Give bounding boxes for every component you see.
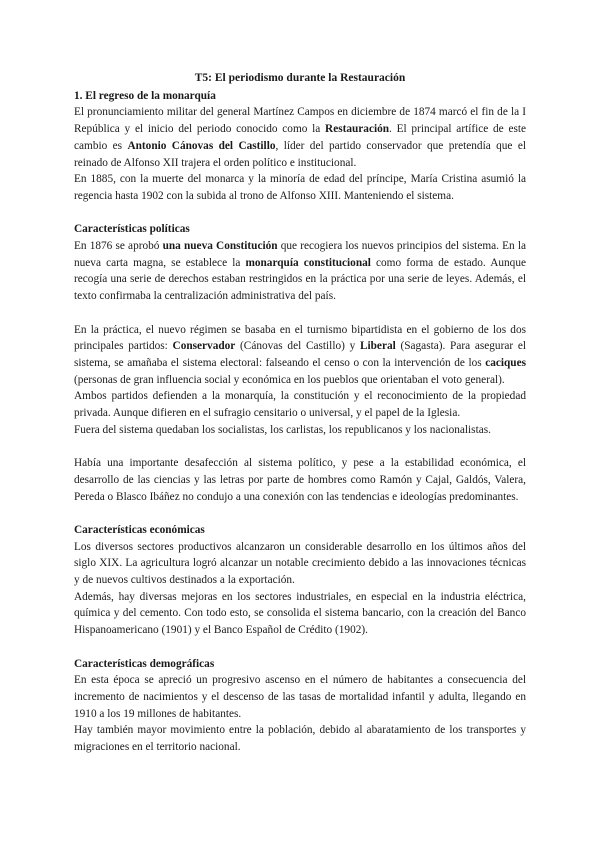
section-heading-economicas: Características económicas	[74, 523, 205, 536]
paragraph-desafeccion: Había una importante desafección al sistema político, y pese a la estabilidad económica, el desarrollo de las ciencias y las letras por parte de hombres como Ramón y Cajal, Galdós, Valera, Pereda o Blasco Ibáñez no condujo a una conexión con las tendencias e ideologías predominantes.	[74, 457, 526, 503]
paragraph-regencia: En 1885, con la muerte del monarca y la minoría de edad del príncipe, María Cristina asumió la regencia hasta 1902 con la subida al trono de Alfonso XIII. Manteniendo el sistema.	[74, 173, 526, 202]
paragraph-pronunciamiento: El pronunciamiento militar del general Martínez Campos en diciembre de 1874 marcó el fin de la I República y el inicio del periodo conocido como la Restauración. El principal artífice de este cambio es Antonio Cánovas del Castillo, líder del partido conservador que pretendía que el reinado de Alfonso XII trajera el orden político e institucional.	[74, 106, 527, 169]
section-heading-demograficas: Características demográficas	[74, 657, 215, 670]
document-page	[74, 70, 526, 756]
paragraph-partidos: Ambos partidos defienden a la monarquía, la constitución y el reconocimiento de la propiedad privada. Aunque difieren en el sufragio censitario o universal, y el papel de la Iglesia.	[74, 390, 526, 420]
section-heading-monarquia: 1. El regreso de la monarquía	[74, 89, 216, 102]
paragraph-habitantes: En esta época se apreció un progresivo ascenso en el número de habitantes a consecuencia del incremento de nacimientos y el descenso de las tasas de mortalidad infantil y adulta, llegando en 1910 a los 19 millones de habitantes.	[74, 674, 526, 720]
paragraph-movimiento: Hay también mayor movimiento entre la población, debido al abaratamiento de los transportes y migraciones en el territorio nacional.	[74, 724, 526, 754]
document-title: T5: El periodismo durante la Restauración	[194, 72, 406, 84]
paragraph-turnismo: En la práctica, el nuevo régimen se basaba en el turnismo bipartidista en el gobierno de los dos principales partidos: Conservador (Cánovas del Castillo) y Liberal (Sagasta). Para asegurar el sistema, se amañaba el sistema electoral: falseando el censo o con la intervención de los caciques (personas de gran influencia social y económica en los pueblos que orientaban el voto general).	[74, 323, 526, 386]
paragraph-constitucion: En 1876 se aprobó una nueva Constitución que recogiera los nuevos principios del sistema. En la nueva carta magna, se establece la monarquía constitucional como forma de estado. Aunque recogía una serie de derechos estaban restringidos en la práctica por una serie de leyes. Además, el texto confirmaba la centralización administrativa del país.	[74, 240, 526, 303]
paragraph-fuera-sistema: Fuera del sistema quedaban los socialistas, los carlistas, los republicanos y los nacionalistas.	[74, 423, 491, 436]
section-heading-politicas: Características políticas	[74, 223, 190, 236]
paragraph-sectores: Los diversos sectores productivos alcanzaron un considerable desarrollo en los últimos años del siglo XIX. La agricultura logró alcanzar un notable crecimiento debido a las innovaciones técnicas y de nuevos cultivos destinados a la exportación.	[74, 540, 526, 587]
paragraph-industria: Además, hay diversas mejoras en los sectores industriales, en especial en la industria eléctrica, química y del cemento. Con todo esto, se consolida el sistema bancario, con la creación del Banco Hispanoamericano (1901) y el Banco Español de Crédito (1902).	[74, 590, 526, 637]
